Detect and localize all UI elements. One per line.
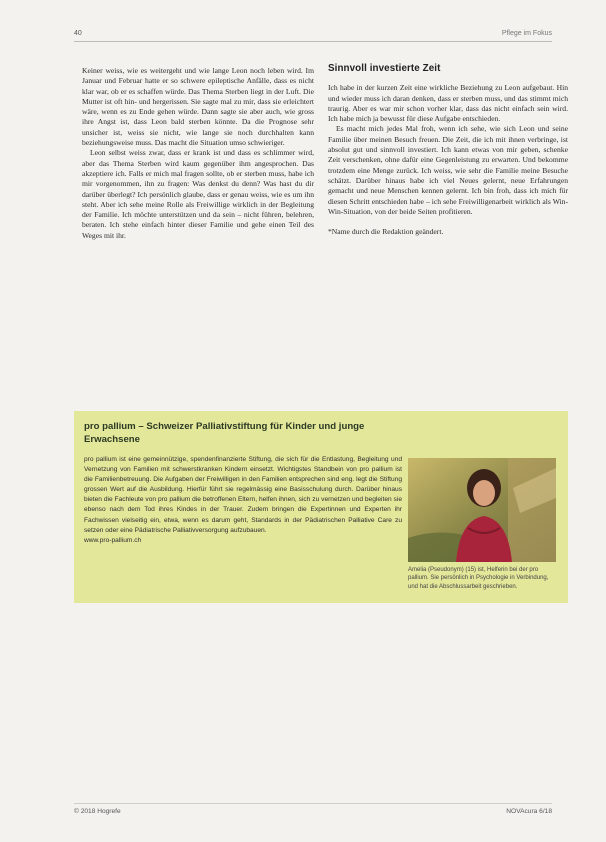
right-paragraph-1: Ich habe in der kurzen Zeit eine wirkliche Beziehung zu Leon aufgebaut. Hin und wieder muss ich daran denken, dass er sterben muss, und das stimmt mich traurig. Aber es war mir schon vorher klar, dass das nicht einfach sein wird. Ich habe mich ja bewusst für diese Aufgabe entschieden. (328, 83, 568, 124)
infobox-body: pro pallium ist eine gemeinnützige, spendenfinanzierte Stiftung, die sich für die Entlastung, Begleitung und Vernetzung von Familien mit schwerstkranken Kindern einsetzt. Wichtigstes Standbein von pro pallium ist die Familienbetreuung. Die Aufgaben der Freiwilligen in den Familien entsprechen sind eng. legt die Stiftung grossen Wert auf die Ausbildung. Hierfür führt sie regelmässig eine Basisschulung durch. Darüber hinaus bieten die Fachleute von pro pallium die betroffenen Eltern, helfen ihnen, sich zu vernetzen und begleiten sie ebenso nach dem Tod ihres Kindes in der Trauer. Zudem bringen die Expertinnen und Experten ihr Fachwissen vielseitig ein, etwa, wenn es darum geht, Standards in der Pädiatrischen Palliative Care zu setzen oder eine Pädiatrische Palliativversorgung aufzubauen. (84, 456, 402, 534)
footnote: *Name durch die Redaktion geändert. (328, 227, 444, 237)
header-rule (74, 41, 552, 42)
photo-caption: Amelia (Pseudonym) (15) ist, Helferin bei der pro pallium. Sie persönlich in Psychologie in Verbindung, und hat die Abschlussarbeit geschrieben. (408, 567, 549, 590)
pro-pallium-infobox (74, 411, 568, 603)
infobox-url[interactable]: www.pro-pallium.ch (84, 536, 142, 544)
footer-rule (74, 803, 552, 804)
left-column (82, 66, 314, 241)
left-paragraph-1: Keiner weiss, wie es weitergeht und wie lange Leon noch leben wird. Im Januar und Februar hatte er so schwere epileptische Anfälle, dass es nicht klar war, ob er es schaffen würde. Das Thema Sterben liegt in der Luft. Die Mutter ist oft hin- und hergerissen. Sie sagte mal zu mir, dass sie erleichtert wäre, wenn es zu Ende gehen würde. Dann sagte sie aber auch, wie gross ihre Angst ist, dass Leon bald sterben könnte. Da die Prognose sehr unsicher ist, weiss sie nicht, wie lange sie noch durchhalten kann beziehungsweise muss. Das macht die Situation umso schwieriger. (82, 66, 314, 148)
running-title: Pflege im Fokus (501, 30, 552, 37)
footer-copyright: © 2018 Hogrefe (74, 808, 121, 815)
right-paragraph-2: Es macht mich jedes Mal froh, wenn ich sehe, wie sich Leon und seine Familie über meinen Besuch freuen. Die Zeit, die ich mit ihnen verbringe, ist absolut gut und sinnvoll investiert. Ich kann etwas von mir geben, schenke Zeit verschenken, ohne dafür eine Gegenleistung zu erwarten. Und bekomme trotzdem eine Menge zurück. Ich weiss, wie sehr die Familie meine Besuche schätzt. Darüber hinaus habe ich viel Neues gelernt, neue Erfahrungen gemacht und neue Menschen kennen gelernt. Ich bin froh, dass ich mich für diesen Schritt entschieden habe – ich sehe Freiwilligenarbeit wirklich als Win-Win-Situation, von der beide Seiten profitieren. (328, 124, 568, 216)
section-heading: Sinnvoll investierte Zeit (328, 63, 441, 74)
infobox-text (84, 455, 402, 546)
infobox-title: pro pallium – Schweizer Palliativstiftung für Kinder und junge Erwachsene (84, 421, 365, 445)
portrait-photo (408, 458, 556, 562)
left-paragraph-2: Leon selbst weiss zwar, dass er krank ist und dass es schlimmer wird, aber das Thema Sterben wird kaum gegenüber ihm angesprochen. Das akzeptiere ich. Falls er mich mal fragen sollte, ob er sterben muss, habe ich mir vorgenommen, ihn zu fragen: Was denkst du denn? Was hast du dir darüber überlegt? Ich persönlich glaube, dass er genau weiss, wie es um ihn steht. Aber ich sehe meine Rolle als Freiwillige wirklich in der Begleitung der Familie. Ich möchte unterstützen und da sein – nicht führen, belehren, beraten. Ich stehe einfach hinter dieser Familie und gehe einen Teil des Weges mit ihr. (82, 148, 314, 240)
footer-issue: NOVAcura 6/18 (506, 808, 552, 815)
right-column (328, 64, 568, 237)
page-number: 40 (74, 30, 82, 37)
